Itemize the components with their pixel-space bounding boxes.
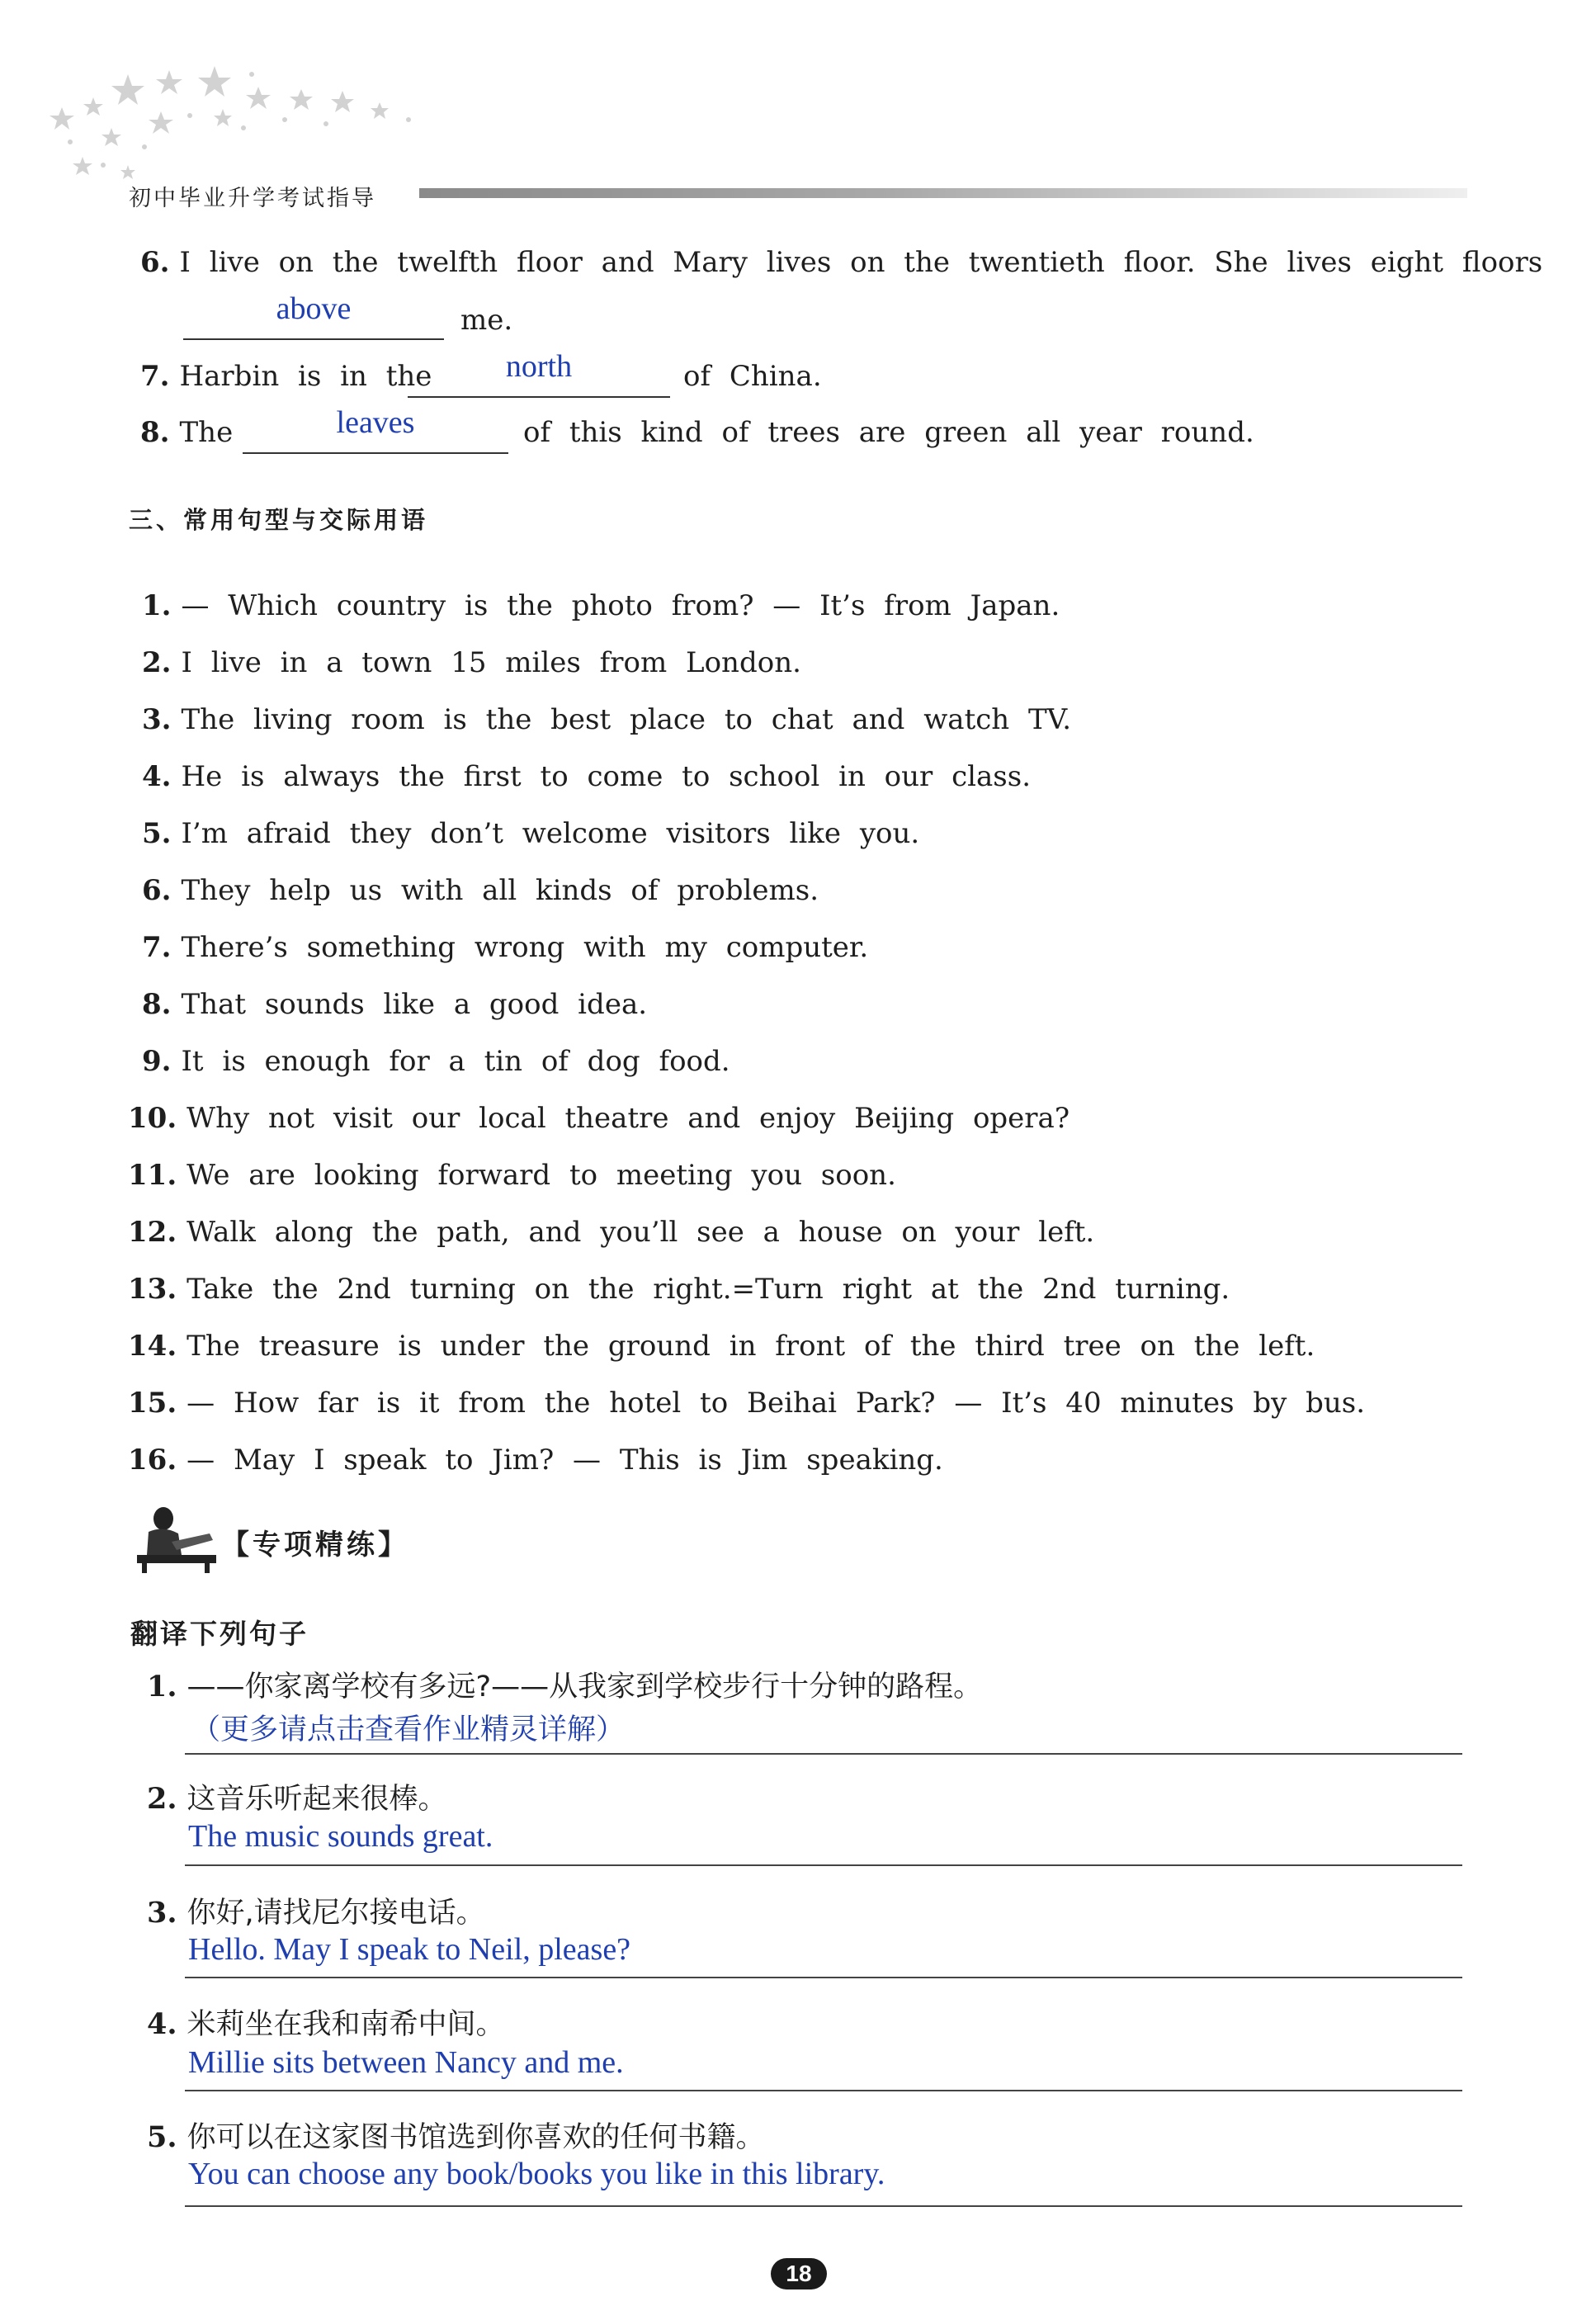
answer-line [185,1864,1462,1866]
translation-answer: Millie sits between Nancy and me. [188,2045,624,2080]
translation-question: 4. 米莉坐在我和南希中间。 [147,2007,505,2041]
fill-item-7-end: of China. [683,360,822,393]
translation-question: 5. 你可以在这家图书馆选到你喜欢的任何书籍。 [147,2120,765,2154]
answer-blank-8[interactable]: leaves [243,423,508,454]
sentence-item: 9. It is enough for a tin of dog food. [142,1045,730,1078]
practice-title: 【专项精练】 [221,1529,409,1562]
sentence-item: 2. I live in a town 15 miles from London. [142,646,801,679]
sentence-item: 15. — How far is it from the hotel to Beihai Park? — It’s 40 minutes by bus. [128,1387,1366,1420]
sentence-item: 14. The treasure is under the ground in front of the third tree on the left. [128,1330,1315,1363]
translation-answer: You can choose any book/books you like in this library. [188,2157,885,2191]
header-divider [419,188,1467,198]
answer-line [185,1753,1462,1755]
answer-line [185,1977,1462,1978]
sentence-item: 3. The living room is the best place to chat and watch TV. [142,703,1072,736]
sentence-item: 4. He is always the first to come to school in our class. [142,760,1031,793]
sentence-item: 1. — Which country is the photo from? — It’s from Japan. [142,589,1060,622]
sentence-item: 12. Walk along the path, and you’ll see a house on your left. [128,1216,1095,1249]
fill-item-6-end: me. [460,304,513,337]
sentence-item: 13. Take the 2nd turning on the right.=Turn right at the 2nd turning. [128,1273,1230,1306]
translation-question: 2. 这音乐听起来很棒。 [147,1782,447,1816]
sentence-item: 8. That sounds like a good idea. [142,988,648,1021]
translation-answer: The music sounds great. [188,1819,493,1854]
answer-blank-6[interactable]: above [183,309,444,340]
section-title: 三、常用句型与交际用语 [129,506,429,534]
fill-item-6: 6. I live on the twelfth floor and Mary lives on the twentieth floor. She lives eight floors [140,246,1543,279]
translation-answer[interactable]: （更多请点击查看作业精灵详解） [191,1713,626,1746]
sentence-item: 11. We are looking forward to meeting you soon. [128,1159,896,1192]
translation-instructions: 翻译下列句子 [130,1618,309,1650]
fill-item-8: 8. The [140,416,234,449]
sentence-item: 7. There’s something wrong with my computer. [142,931,869,964]
answer-line [185,2090,1462,2091]
fill-item-8-end: of this kind of trees are green all year round. [523,416,1254,449]
answer-line [185,2205,1462,2207]
translation-question: 1. ——你家离学校有多远?——从我家到学校步行十分钟的路程。 [147,1670,983,1704]
fill-item-7: 7. Harbin is in the [140,360,432,393]
translation-answer: Hello. May I speak to Neil, please? [188,1932,631,1967]
sentence-item: 10. Why not visit our local theatre and enjoy Beijing opera? [128,1102,1070,1135]
translation-question: 3. 你好,请找尼尔接电话。 [147,1896,485,1930]
book-title: 初中毕业升学考试指导 [129,186,376,211]
sentence-item: 6. They help us with all kinds of problems. [142,874,819,907]
answer-blank-7[interactable]: north [408,366,670,398]
sentence-item: 5. I’m afraid they don’t welcome visitors like you. [142,817,920,850]
student-reading-icon [130,1504,220,1575]
sentence-item: 16. — May I speak to Jim? — This is Jim speaking. [128,1444,943,1477]
decorative-stars-icon [45,50,433,190]
page-number: 18 [771,2258,827,2289]
